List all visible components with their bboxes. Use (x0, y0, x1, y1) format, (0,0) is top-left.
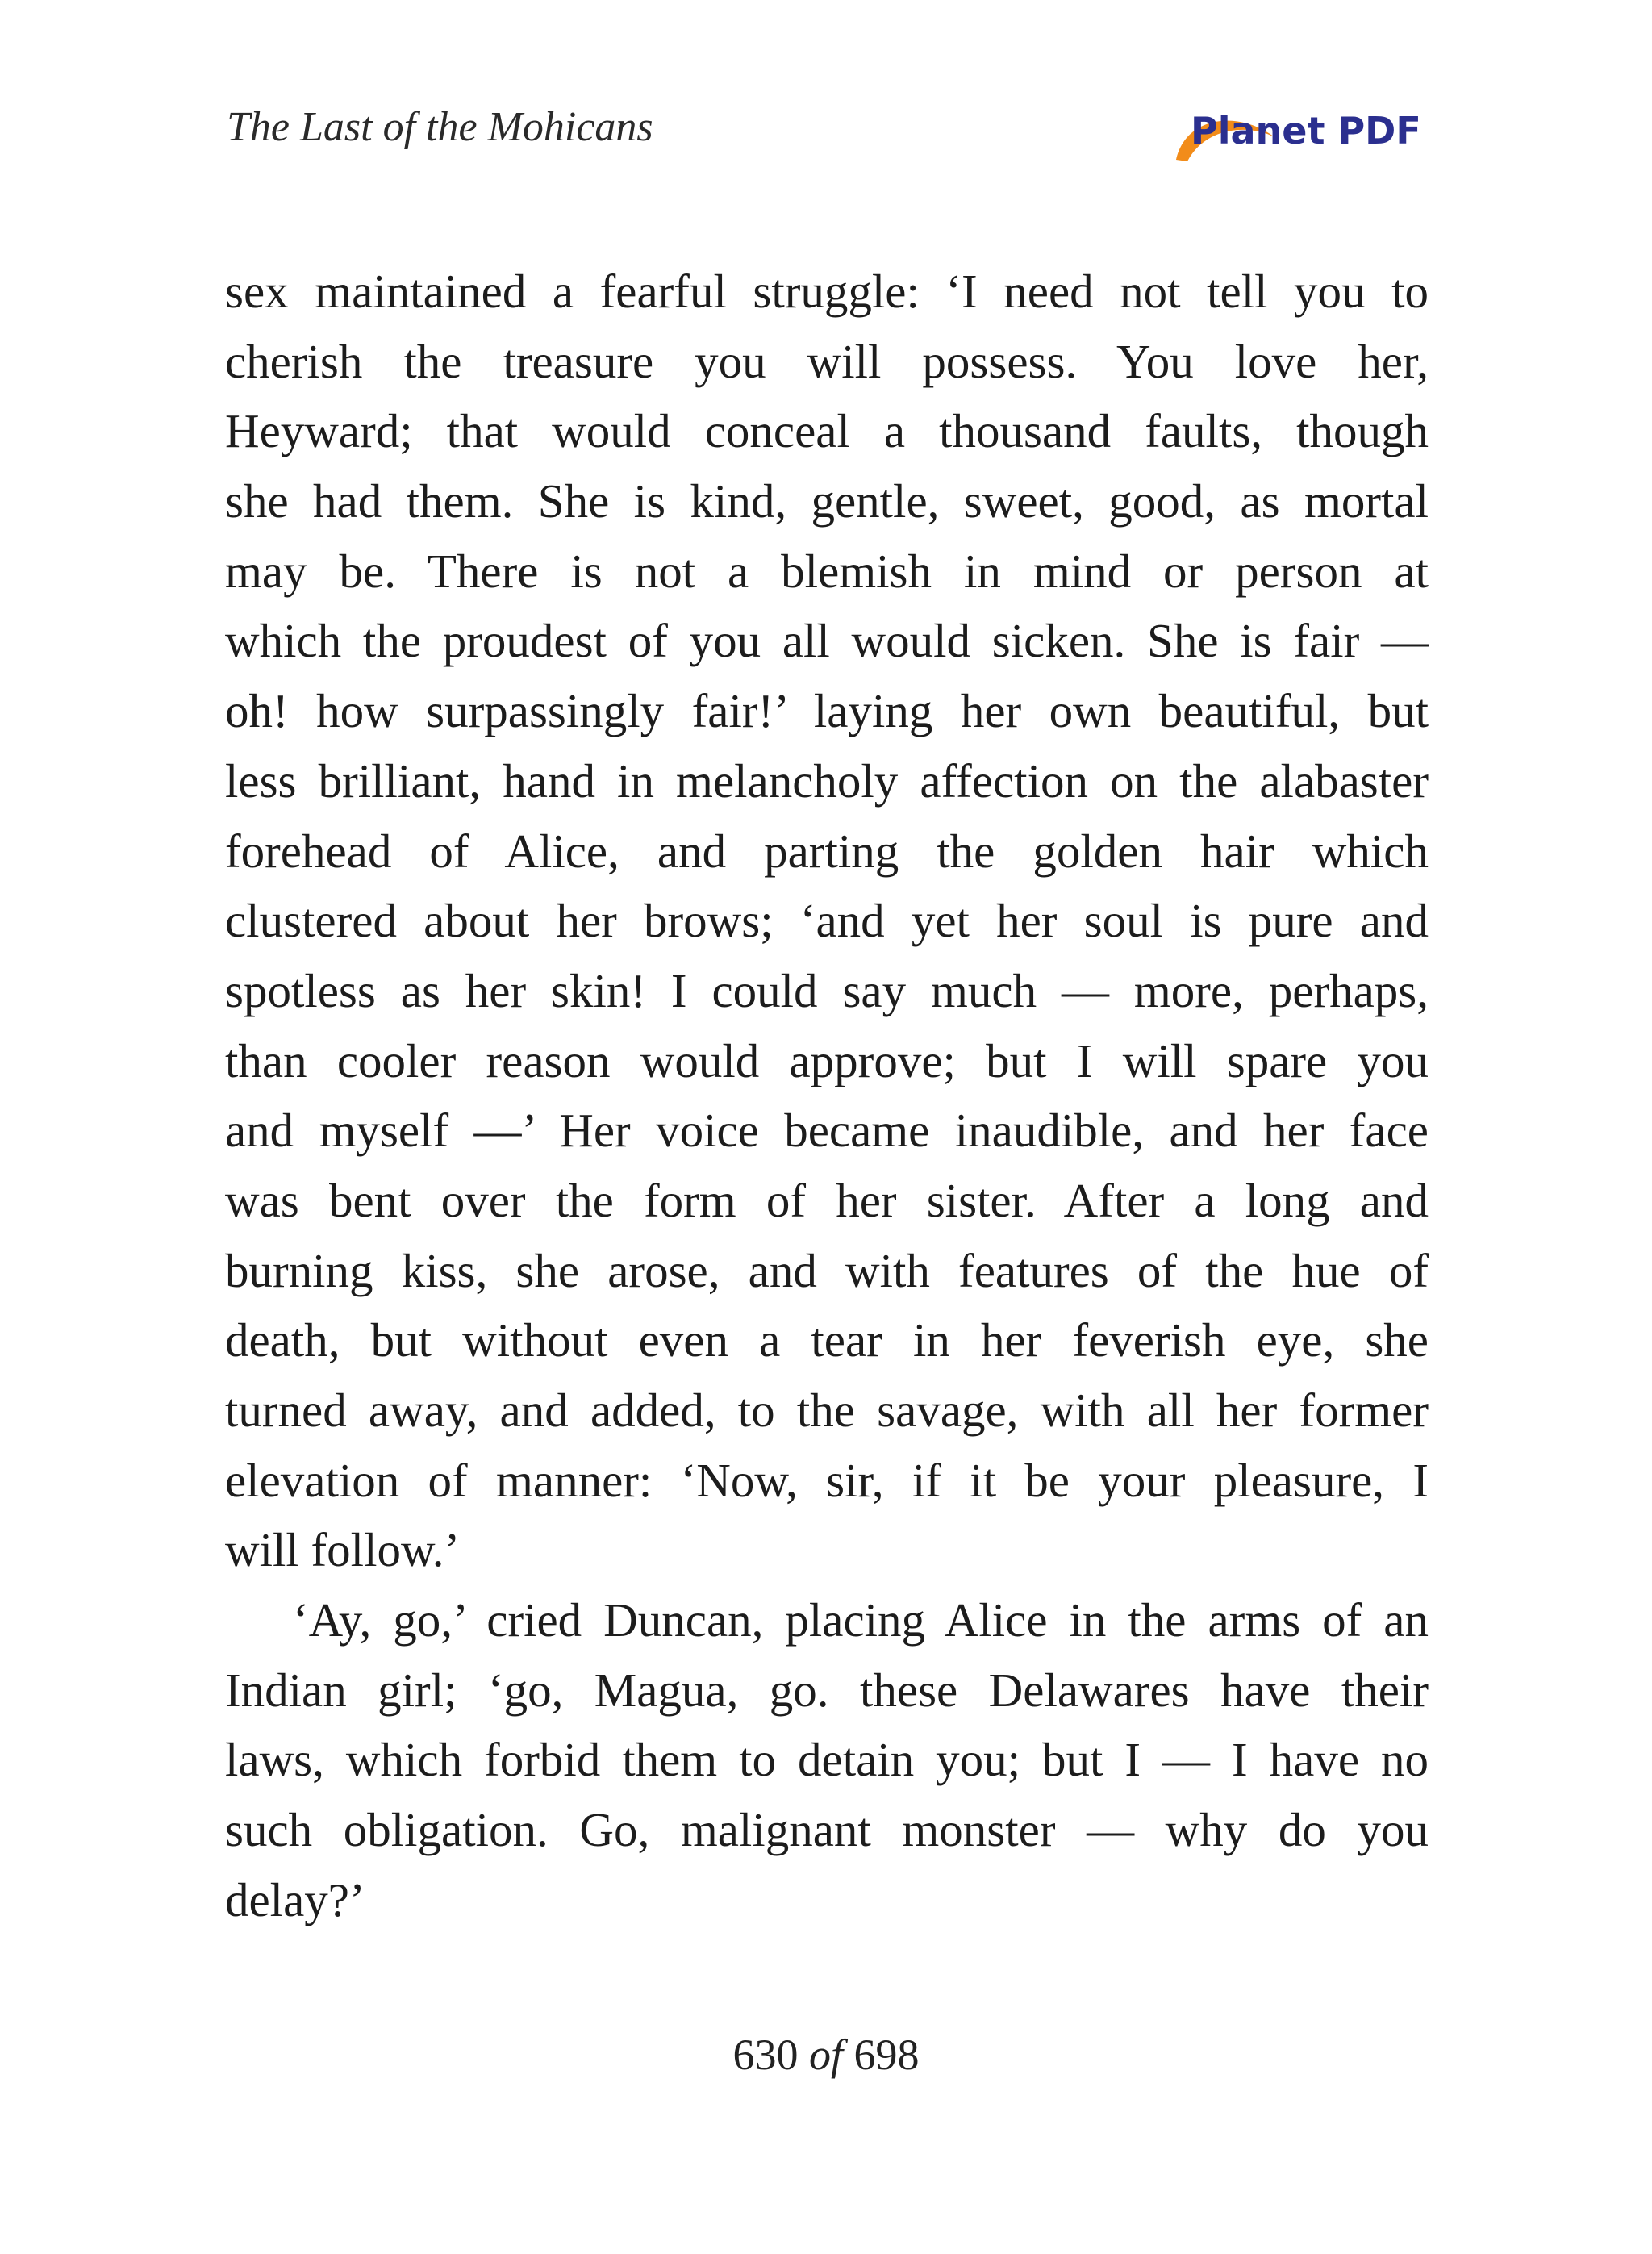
text-line: will follow.’ (225, 1523, 461, 1577)
total-pages: 698 (853, 2031, 920, 2079)
text-line: than cooler reason would approve; but I will spare you (225, 1033, 1429, 1087)
text-line: less brilliant, hand in melancholy affection on the alabaster (225, 753, 1429, 808)
text-line: she had them. She is kind, gentle, sweet, good, as mortal (225, 474, 1429, 528)
page-number (0, 2030, 1652, 2080)
text-line: Heyward; that would conceal a thousand faults, though (225, 404, 1429, 458)
logo-text: Planet PDF (1191, 109, 1421, 152)
paragraph (225, 1585, 1429, 1935)
text-line: forehead of Alice, and parting the golden hair which (225, 824, 1429, 878)
text-line: cherish the treasure you will possess. You love her, (225, 334, 1429, 388)
text-line: ‘Ay, go,’ cried Duncan, placing Alice in the arms of an (293, 1593, 1429, 1647)
text-line: spotless as her skin! I could say much — more, perhaps, (225, 963, 1429, 1017)
of-label: of (808, 2031, 843, 2079)
text-line: such obligation. Go, malignant monster — why do you (225, 1803, 1429, 1857)
text-line: elevation of manner: ‘Now, sir, if it be your pleasure, I (225, 1453, 1429, 1507)
text-line: oh! how surpassingly fair!’ laying her own beautiful, but (225, 684, 1429, 738)
text-line: was bent over the form of her sister. After a long and (225, 1173, 1429, 1227)
body-text (225, 257, 1429, 1935)
text-line: Indian girl; ‘go, Magua, go. these Delawares have their (225, 1663, 1429, 1717)
planet-pdf-logo (1162, 102, 1428, 169)
text-line: clustered about her brows; ‘and yet her soul is pure and (225, 894, 1429, 948)
text-line: turned away, and added, to the savage, with all her former (225, 1384, 1429, 1437)
text-line: delay?’ (225, 1872, 365, 1926)
running-title: The Last of the Mohicans (227, 104, 653, 150)
text-line: sex maintained a fearful struggle: ‘I need not tell you to (225, 265, 1429, 318)
text-line: death, but without even a tear in her feverish eye, she (225, 1313, 1429, 1367)
text-line: and myself —’ Her voice became inaudible, and her face (225, 1104, 1429, 1158)
paragraph (225, 257, 1429, 1585)
text-line: laws, which forbid them to detain you; but I — I have no (225, 1733, 1429, 1787)
text-line: which the proudest of you all would sicken. She is fair — (225, 614, 1429, 668)
text-line: burning kiss, she arose, and with features of the hue of (225, 1243, 1429, 1297)
text-line: may be. There is not a blemish in mind or person at (225, 544, 1429, 598)
current-page: 630 (732, 2031, 799, 2079)
